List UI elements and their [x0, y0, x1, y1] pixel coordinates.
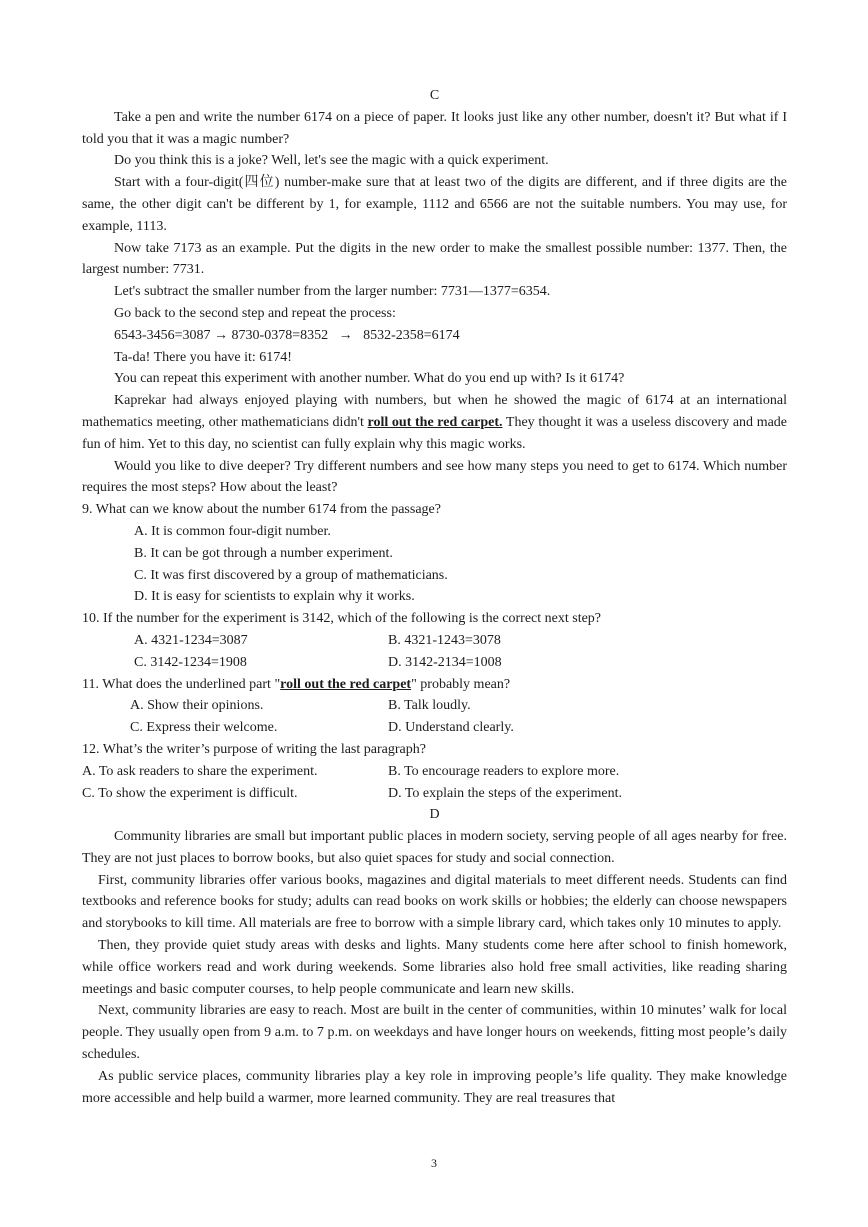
question-10-option-c: C. 3142-1234=1908 [134, 654, 247, 670]
question-10-row-2 [82, 652, 787, 674]
page-number: 3 [431, 1156, 437, 1170]
c-paragraph-5: Let's subtract the smaller number from the larger number: 7731—1377=6354. [114, 284, 551, 300]
question-11-option-a: A. Show their opinions. [130, 698, 264, 714]
question-10-option-a: A. 4321-1234=3087 [134, 632, 248, 648]
d-paragraph-5: As public service places, community libraries play a key role in improving people’s life quality. They make knowledge more accessible and help build a warmer, more learned community. They are real treasures that [82, 1068, 787, 1106]
c-paragraph-last: Would you like to dive deeper? Try different numbers and see how many steps you need to get to 6174. Which number requires the most steps? How about the least? [82, 458, 787, 496]
d-paragraph-4: Next, community libraries are easy to reach. Most are built in the center of communities, within 10 minutes’ walk for local people. They usually open from 9 a.m. to 7 p.m. on weekdays and have longer hours on weekends, fitting most people’s daily schedules. [82, 1003, 787, 1063]
question-10-option-d: D. 3142-2134=1008 [388, 654, 502, 670]
question-12-option-d: D. To explain the steps of the experiment. [388, 785, 622, 801]
d-paragraph-2 [82, 870, 787, 935]
question-11-row-1 [82, 695, 787, 717]
question-9-option-b: B. It can be got through a number experiment. [134, 545, 393, 561]
d-paragraph-1: Community libraries are small but important public places in modern society, serving people of all ages nearby for free. They are not just places to borrow books, but also quiet spaces for study and social connection. [82, 829, 787, 866]
kaprekar-text-after: They thought it was a useless discovery and made fun of him. Yet to this day, no scientist can fully explain why this magic works. [82, 414, 788, 452]
question-10-stem: 10. If the number for the experiment is 3142, which of the following is the correct next step? [82, 611, 602, 627]
question-9-stem: 9. What can we know about the number 6174 from the passage? [82, 502, 441, 518]
question-11-stem-after: " probably mean? [411, 676, 511, 692]
c-paragraph-4: Now take 7173 as an example. Put the digits in the new order to make the smallest possible number: 1377. Then, the largest number: 7731. [82, 240, 787, 278]
c-paragraph-7: 6543-3456=3087 → 8730-0378=8352 → 8532-2358=6174 [114, 327, 460, 343]
question-12-option-b: B. To encourage readers to explore more. [388, 763, 620, 779]
question-12-row-1 [82, 761, 787, 783]
question-9 [82, 499, 787, 608]
c-paragraph-6: Go back to the second step and repeat the process: [114, 305, 396, 321]
question-12-option-a: A. To ask readers to share the experiment. [82, 763, 318, 779]
d-paragraph-2-text: First, community libraries offer various books, magazines and digital materials to meet different needs. Students can find textbooks and reference books for study; adults can read books on work skills or hobbies; the elderly can choose newspapers and storybooks to kill time. All materials are free to borrow with a simple library card, which takes only 10 minutes to apply. [82, 872, 787, 932]
section-c [82, 85, 787, 1109]
section-d [82, 804, 787, 1109]
c-paragraph-1: Take a pen and write the number 6174 on a piece of paper. It looks just like any other number, doesn't it? But what if I told you that it was a magic number? [82, 109, 787, 147]
underlined-phrase: roll out the red carpet. [367, 414, 503, 430]
question-10-option-b: B. 4321-1243=3078 [388, 632, 501, 648]
question-12 [82, 739, 787, 804]
question-12-stem: 12. What’s the writer’s purpose of writing the last paragraph? [82, 741, 426, 757]
c-paragraph-8: Ta-da! There you have it: 6174! [114, 349, 292, 365]
question-11-row-2 [82, 717, 787, 739]
question-12-option-c: C. To show the experiment is difficult. [82, 785, 298, 801]
section-c-label: C [429, 88, 440, 103]
question-10-row-1 [82, 630, 787, 652]
question-9-option-a: A. It is common four-digit number. [134, 523, 331, 539]
kaprekar-text-before: Kaprekar had always enjoyed playing with numbers, but when he showed the magic of 6174 at an international mathematics meeting, other mathematicians didn't [82, 393, 787, 430]
question-11 [82, 674, 787, 739]
c-paragraph-9: You can repeat this experiment with another number. What do you end up with? Is it 6174? [114, 371, 625, 387]
question-9-option-d: D. It is easy for scientists to explain why it works. [134, 589, 415, 605]
question-11-stem [82, 674, 787, 696]
c-paragraph-3: Start with a four-digit(四位) number-make sure that at least two of the digits are different, and if three digits are the same, the other digit can't be different by 1, for example, 1112 and 6566 are not the suitable numbers. You may use, for example, 1113. [82, 175, 787, 234]
question-11-underlined-phrase: roll out the red carpet [280, 676, 412, 692]
c-paragraph-kaprekar [82, 390, 787, 455]
question-11-stem-before: 11. What does the underlined part " [82, 676, 281, 692]
d-paragraph-3: Then, they provide quiet study areas with desks and lights. Many students come here after school to finish homework, while office workers read and work during weekends. Some libraries also hold free small activities, like reading sharing meetings and basic computer courses, to help people communicate and learn new skills. [82, 938, 787, 997]
question-10 [82, 608, 787, 673]
question-9-option-c: C. It was first discovered by a group of mathematicians. [134, 567, 448, 583]
c-paragraph-2: Do you think this is a joke? Well, let's see the magic with a quick experiment. [114, 153, 549, 169]
question-11-option-d: D. Understand clearly. [388, 720, 514, 736]
section-d-label: D [429, 807, 440, 823]
question-11-option-b: B. Talk loudly. [388, 698, 471, 714]
question-12-row-2 [82, 783, 787, 805]
question-11-option-c: C. Express their welcome. [130, 720, 278, 736]
